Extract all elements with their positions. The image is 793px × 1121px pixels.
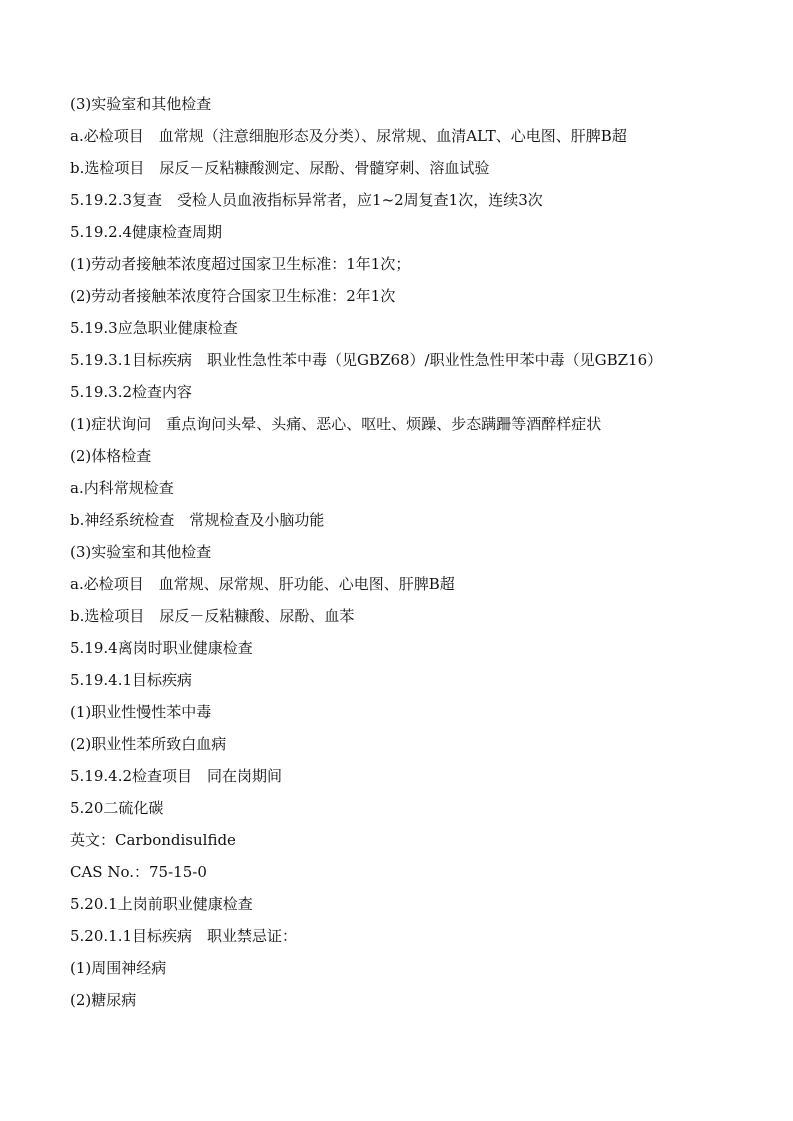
text-line: b.选检项目 尿反－反粘糠酸测定、尿酚、骨髓穿刺、溶血试验 [70, 159, 490, 177]
text-line: b.神经系统检查 常规检查及小脑功能 [70, 511, 325, 529]
text-line: a.必检项目 血常规（注意细胞形态及分类）、尿常规、血清ALT、心电图、肝脾B超 [70, 127, 627, 145]
text-line: 5.19.3.1目标疾病 职业性急性苯中毒（见GBZ68）/职业性急性甲苯中毒（见GBZ16） [70, 351, 663, 369]
text-line: 5.19.2.4健康检查周期 [70, 223, 223, 241]
text-line: a.内科常规检查 [70, 479, 174, 497]
text-line: 5.20.1上岗前职业健康检查 [70, 895, 253, 913]
text-line: (1)职业性慢性苯中毒 [70, 703, 212, 721]
text-line: (1)劳动者接触苯浓度超过国家卫生标准：1年1次； [70, 255, 411, 273]
text-line: (3)实验室和其他检查 [70, 543, 212, 561]
text-line: b.选检项目 尿反－反粘糠酸、尿酚、血苯 [70, 607, 355, 625]
text-line: (1)症状询问 重点询问头晕、头痛、恶心、呕吐、烦躁、步态蹒跚等酒醉样症状 [70, 415, 602, 433]
text-line: CAS No.：75-15-0 [70, 863, 207, 881]
text-line: (2)体格检查 [70, 447, 152, 465]
text-line: 5.19.3应急职业健康检查 [70, 319, 238, 337]
text-line: 5.20.1.1目标疾病 职业禁忌证： [70, 927, 298, 945]
text-line: 5.19.4.2检查项目 同在岗期间 [70, 767, 283, 785]
text-line: a.必检项目 血常规、尿常规、肝功能、心电图、肝脾B超 [70, 575, 455, 593]
text-line: (2)职业性苯所致白血病 [70, 735, 227, 753]
text-line: 英文：Carbondisulfide [70, 831, 236, 849]
document-body [70, 93, 750, 1021]
text-line: (2)糖尿病 [70, 991, 137, 1009]
text-line: 5.19.3.2检查内容 [70, 383, 193, 401]
text-line: 5.19.2.3复查 受检人员血液指标异常者，应1~2周复查1次，连续3次 [70, 191, 543, 209]
text-line: (1)周围神经病 [70, 959, 167, 977]
text-line: 5.19.4.1目标疾病 [70, 671, 193, 689]
text-line: (3)实验室和其他检查 [70, 95, 212, 113]
text-line: 5.20二硫化碳 [70, 799, 164, 817]
text-line: 5.19.4离岗时职业健康检查 [70, 639, 253, 657]
text-line: (2)劳动者接触苯浓度符合国家卫生标准：2年1次 [70, 287, 396, 305]
